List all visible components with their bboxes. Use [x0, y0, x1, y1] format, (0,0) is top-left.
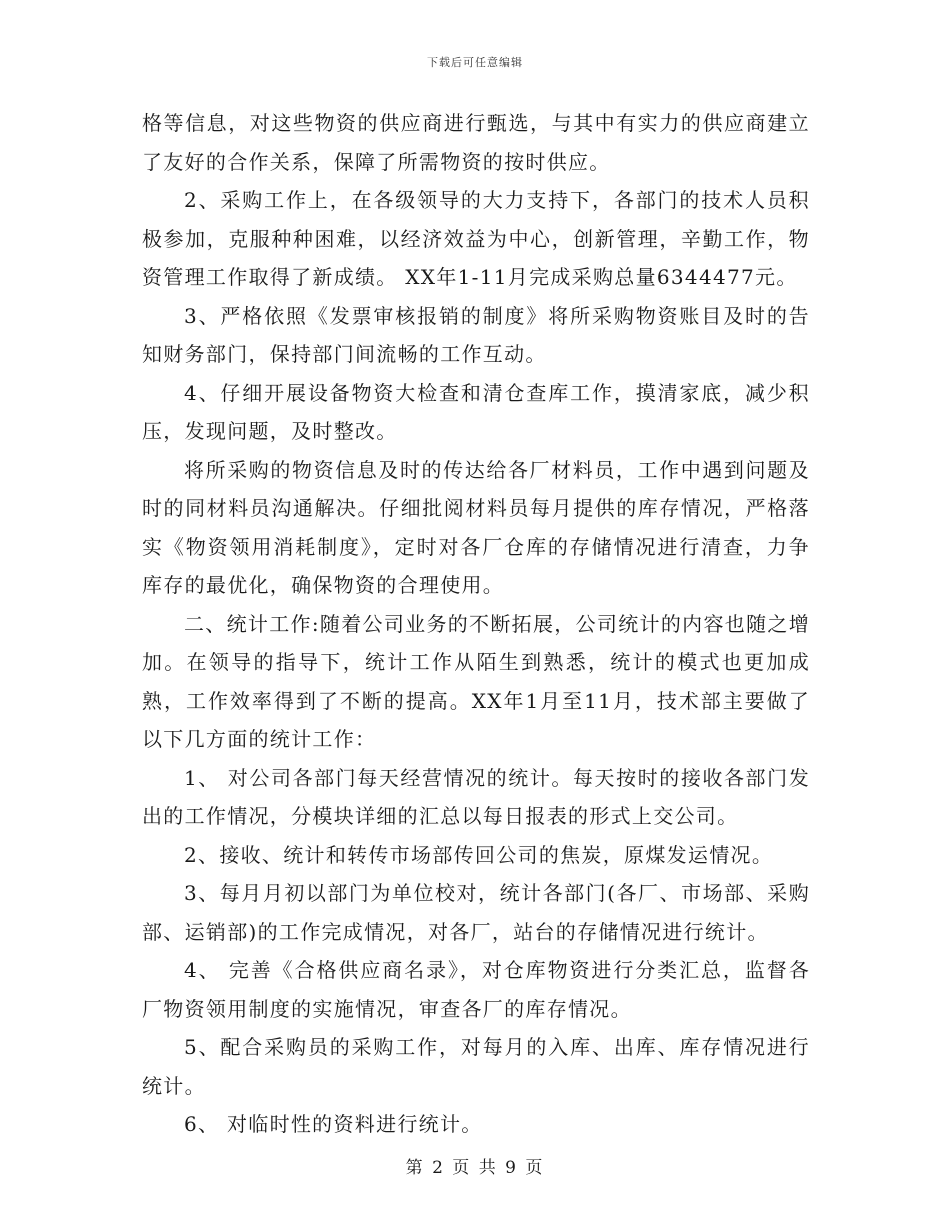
paragraph: 格等信息，对这些物资的供应商进行甄选，与其中有实力的供应商建立了友好的合作关系，保障了所需物资的按时供应。 [142, 111, 810, 174]
paragraph: 5、配合采购员的采购工作，对每月的入库、出库、库存情况进行统计。 [142, 1035, 810, 1098]
paragraph: 1、 对公司各部门每天经营情况的统计。每天按时的接收各部门发出的工作情况，分模块详细的汇总以每日报表的形式上交公司。 [142, 765, 810, 828]
paragraph: 将所采购的物资信息及时的传达给各厂材料员，工作中遇到问题及时的同材料员沟通解决。仔细批阅材料员每月提供的库存情况，严格落实《物资领用消耗制度》，定时对各厂仓库的存储情况进行清查，力争库存的最优化，确保物资的合理使用。 [142, 457, 810, 597]
paragraph: 2、采购工作上，在各级领导的大力支持下，各部门的技术人员积极参加，克服种种困难，以经济效益为中心，创新管理，辛勤工作，物资管理工作取得了新成绩。 XX年1-11月完成采购总量6344477元。 [142, 188, 810, 289]
document-body [142, 104, 810, 1144]
paragraph: 2、接收、统计和转传市场部传回公司的焦炭，原煤发运情况。 [184, 842, 774, 867]
paragraph: 二、统计工作:随着公司业务的不断拓展，公司统计的内容也随之增加。在领导的指导下，统计工作从陌生到熟悉，统计的模式也更加成熟，工作效率得到了不断的提高。XX年1月至11月，技术部主要做了以下几方面的统计工作： [142, 611, 810, 751]
paragraph: 3、严格依照《发票审核报销的制度》将所采购物资账目及时的告知财务部门，保持部门间流畅的工作互动。 [142, 303, 810, 366]
page-header: 下载后可任意编辑 [427, 56, 523, 69]
page-number: 第 2 页 共 9 页 [405, 1158, 545, 1178]
paragraph: 6、 对临时性的资料进行统计。 [184, 1112, 483, 1136]
paragraph: 4、 完善《合格供应商名录》，对仓库物资进行分类汇总，监督各厂物资领用制度的实施情况，审查各厂的库存情况。 [142, 958, 810, 1021]
paragraph: 4、仔细开展设备物资大检查和清仓查库工作，摸清家底，减少积压，发现问题，及时整改。 [142, 380, 810, 443]
paragraph: 3、每月月初以部门为单位校对，统计各部门(各厂、市场部、采购部、运销部)的工作完成情况，对各厂，站台的存储情况进行统计。 [142, 881, 810, 944]
